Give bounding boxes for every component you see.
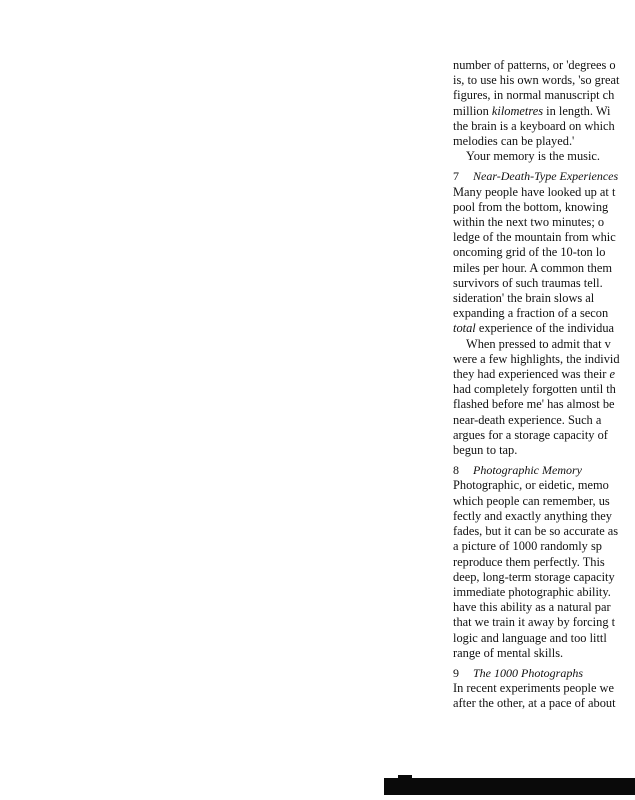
text-line: When pressed to admit that v xyxy=(466,336,611,351)
section-title: Photographic Memory xyxy=(473,463,582,478)
text-line: the brain is a keyboard on which xyxy=(453,118,615,133)
text-line: million kilometres in length. Wi xyxy=(453,103,611,118)
text-line: fades, but it can be so accurate as xyxy=(453,524,619,539)
text-line: miles per hour. A common them xyxy=(453,260,612,275)
text-line: have this ability as a natural par xyxy=(453,600,611,615)
section-title: Near-Death-Type Experiences xyxy=(473,169,619,184)
italic-text: kilometres xyxy=(491,103,544,118)
text-line: In recent experiments people we xyxy=(453,681,615,696)
text-line: range of mental skills. xyxy=(453,645,564,660)
text-line: ledge of the mountain from whic xyxy=(453,230,616,245)
text-line: expanding a fraction of a secon xyxy=(453,306,609,321)
paragraph xyxy=(453,478,635,660)
paragraph xyxy=(453,681,635,711)
scan-edge-bar xyxy=(384,778,635,795)
section-title: The 1000 Photographs xyxy=(473,665,584,680)
text-line: Photographic, or eidetic, memo xyxy=(453,478,609,493)
paragraph xyxy=(453,185,635,337)
paragraph xyxy=(453,337,635,459)
section-heading-9 xyxy=(453,666,635,681)
text-line: is, to use his own words, 'so great xyxy=(453,73,620,88)
text-line: they had experienced was their e xyxy=(453,367,616,382)
text-line: a picture of 1000 randomly sp xyxy=(453,539,602,554)
text-line: after the other, at a pace of about xyxy=(453,696,616,711)
text-line: immediate photographic ability. xyxy=(453,584,611,599)
text-line: which people can remember, us xyxy=(453,493,610,508)
page-text-column xyxy=(453,58,635,712)
section-number: 8 xyxy=(453,463,459,478)
text-line: pool from the bottom, knowing xyxy=(453,199,609,214)
italic-text: e xyxy=(609,367,616,382)
text-line: Your memory is the music. xyxy=(466,149,601,164)
text-line: argues for a storage capacity of xyxy=(453,427,608,442)
text-line: were a few highlights, the individ xyxy=(453,351,620,366)
text-line: deep, long-term storage capacity xyxy=(453,569,615,584)
text-line: logic and language and too littl xyxy=(453,630,607,645)
paragraph xyxy=(453,149,635,164)
section-heading-8 xyxy=(453,463,635,478)
text-line: total experience of the individua xyxy=(453,321,615,336)
text-line: had completely forgotten until th xyxy=(453,382,616,397)
text-line: melodies can be played.' xyxy=(453,134,575,149)
text-line: reproduce them perfectly. This xyxy=(453,554,605,569)
section-number: 7 xyxy=(453,169,459,184)
text-line: Many people have looked up at t xyxy=(453,184,616,199)
text-line: figures, in normal manuscript ch xyxy=(453,88,615,103)
paragraph xyxy=(453,58,635,149)
section-number: 9 xyxy=(453,665,459,680)
italic-text: total xyxy=(453,321,476,336)
text-line: fectly and exactly anything they xyxy=(453,508,612,523)
text-line: near-death experience. Such a xyxy=(453,412,602,427)
text-line: oncoming grid of the 10-ton lo xyxy=(453,245,606,260)
text-line: sideration' the brain slows al xyxy=(453,291,595,306)
text-line: begun to tap. xyxy=(453,443,518,458)
text-line: number of patterns, or 'degrees o xyxy=(453,58,616,72)
text-line: flashed before me' has almost be xyxy=(453,397,615,412)
text-line: that we train it away by forcing t xyxy=(453,615,616,630)
text-line: survivors of such traumas tell. xyxy=(453,275,603,290)
section-heading-7 xyxy=(453,169,635,184)
text-line: within the next two minutes; o xyxy=(453,215,605,230)
